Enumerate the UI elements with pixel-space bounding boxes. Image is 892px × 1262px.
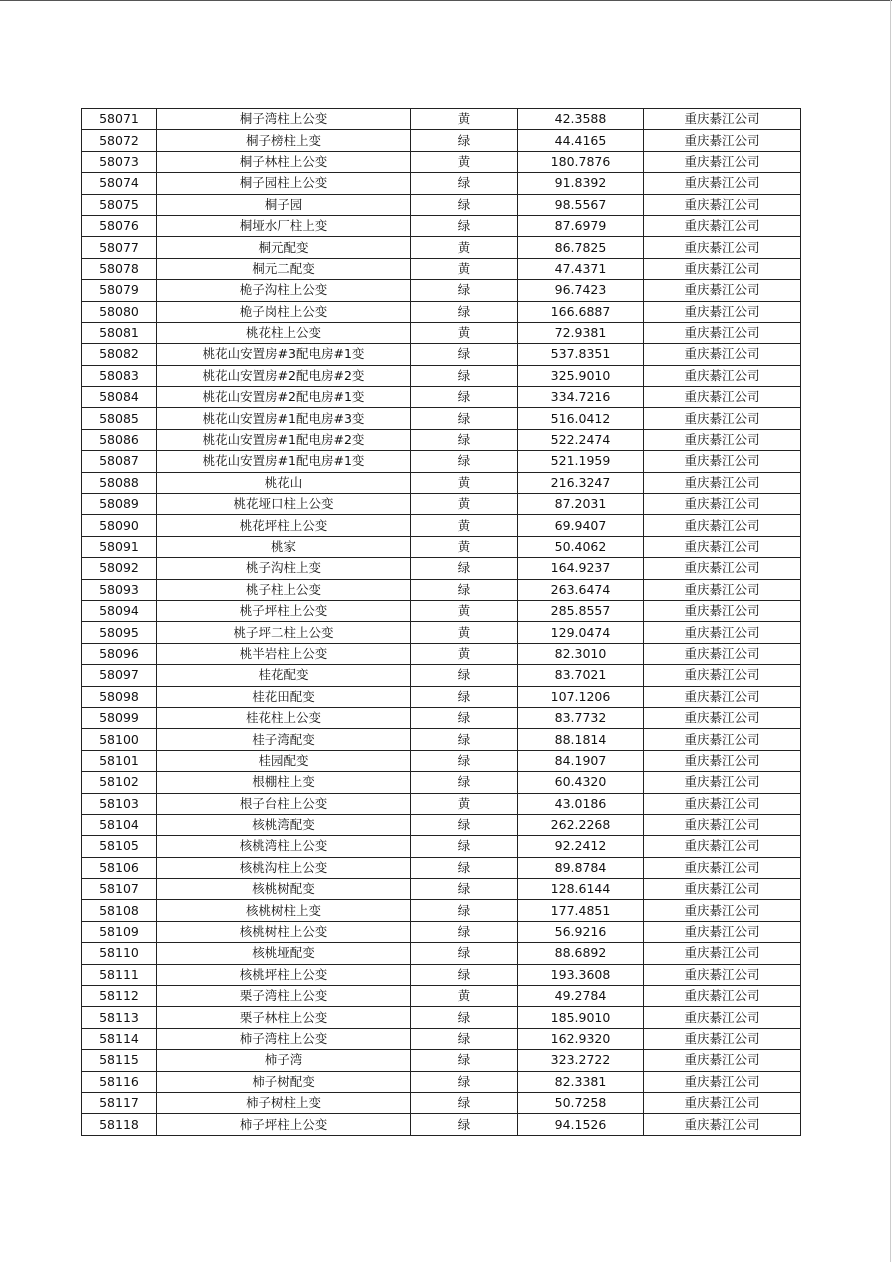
- company-cell: 重庆綦江公司: [644, 1071, 801, 1092]
- row-id-cell: 58092: [82, 558, 157, 579]
- table-row: [82, 622, 801, 643]
- value-cell: 216.3247: [518, 472, 644, 493]
- table-row: [82, 322, 801, 343]
- status-color-cell: 绿: [411, 729, 518, 750]
- table-row: [82, 536, 801, 557]
- station-name-cell: 桃子柱上公变: [157, 579, 411, 600]
- row-id-cell: 58109: [82, 921, 157, 942]
- company-cell: 重庆綦江公司: [644, 1007, 801, 1028]
- table-row: [82, 472, 801, 493]
- value-cell: 50.4062: [518, 536, 644, 557]
- table-row: [82, 408, 801, 429]
- station-name-cell: 桃花山安置房#2配电房#1变: [157, 387, 411, 408]
- row-id-cell: 58074: [82, 173, 157, 194]
- station-name-cell: 根棚柱上变: [157, 772, 411, 793]
- row-id-cell: 58105: [82, 836, 157, 857]
- row-id-cell: 58089: [82, 494, 157, 515]
- company-cell: 重庆綦江公司: [644, 1092, 801, 1113]
- status-color-cell: 绿: [411, 921, 518, 942]
- company-cell: 重庆綦江公司: [644, 643, 801, 664]
- company-cell: 重庆綦江公司: [644, 194, 801, 215]
- table-row: [82, 750, 801, 771]
- status-color-cell: 绿: [411, 429, 518, 450]
- value-cell: 107.1206: [518, 686, 644, 707]
- station-name-cell: 核桃湾配变: [157, 814, 411, 835]
- table-row: [82, 109, 801, 130]
- value-cell: 91.8392: [518, 173, 644, 194]
- table-row: [82, 130, 801, 151]
- status-color-cell: 绿: [411, 707, 518, 728]
- table-row: [82, 665, 801, 686]
- station-name-cell: 根子台柱上公变: [157, 793, 411, 814]
- company-cell: 重庆綦江公司: [644, 387, 801, 408]
- station-name-cell: 核桃湾柱上公变: [157, 836, 411, 857]
- station-name-cell: 柿子湾: [157, 1050, 411, 1071]
- value-cell: 84.1907: [518, 750, 644, 771]
- table-row: [82, 1050, 801, 1071]
- row-id-cell: 58103: [82, 793, 157, 814]
- row-id-cell: 58095: [82, 622, 157, 643]
- status-color-cell: 黄: [411, 109, 518, 130]
- table-row: [82, 921, 801, 942]
- status-color-cell: 绿: [411, 750, 518, 771]
- status-color-cell: 黄: [411, 600, 518, 621]
- table-row: [82, 986, 801, 1007]
- value-cell: 88.6892: [518, 943, 644, 964]
- value-cell: 162.9320: [518, 1028, 644, 1049]
- station-name-cell: 桃半岩柱上公变: [157, 643, 411, 664]
- value-cell: 325.9010: [518, 365, 644, 386]
- status-color-cell: 绿: [411, 1114, 518, 1135]
- company-cell: 重庆綦江公司: [644, 515, 801, 536]
- value-cell: 82.3381: [518, 1071, 644, 1092]
- status-color-cell: 绿: [411, 344, 518, 365]
- table-row: [82, 793, 801, 814]
- station-name-cell: 桐子园: [157, 194, 411, 215]
- row-id-cell: 58081: [82, 322, 157, 343]
- table-row: [82, 173, 801, 194]
- table-row: [82, 1007, 801, 1028]
- value-cell: 262.2268: [518, 814, 644, 835]
- company-cell: 重庆綦江公司: [644, 665, 801, 686]
- row-id-cell: 58113: [82, 1007, 157, 1028]
- row-id-cell: 58078: [82, 258, 157, 279]
- row-id-cell: 58102: [82, 772, 157, 793]
- value-cell: 166.6887: [518, 301, 644, 322]
- status-color-cell: 黄: [411, 494, 518, 515]
- table-row: [82, 836, 801, 857]
- value-cell: 72.9381: [518, 322, 644, 343]
- value-cell: 50.7258: [518, 1092, 644, 1113]
- status-color-cell: 黄: [411, 515, 518, 536]
- company-cell: 重庆綦江公司: [644, 622, 801, 643]
- row-id-cell: 58107: [82, 879, 157, 900]
- row-id-cell: 58108: [82, 900, 157, 921]
- company-cell: 重庆綦江公司: [644, 600, 801, 621]
- company-cell: 重庆綦江公司: [644, 173, 801, 194]
- station-name-cell: 桃子坪二柱上公变: [157, 622, 411, 643]
- row-id-cell: 58088: [82, 472, 157, 493]
- station-name-cell: 桂花田配变: [157, 686, 411, 707]
- station-name-cell: 桐子榜柱上变: [157, 130, 411, 151]
- status-color-cell: 黄: [411, 472, 518, 493]
- table-row: [82, 1114, 801, 1135]
- station-name-cell: 桃花山安置房#3配电房#1变: [157, 344, 411, 365]
- row-id-cell: 58098: [82, 686, 157, 707]
- status-color-cell: 黄: [411, 237, 518, 258]
- value-cell: 285.8557: [518, 600, 644, 621]
- row-id-cell: 58071: [82, 109, 157, 130]
- table-row: [82, 772, 801, 793]
- station-name-cell: 桃子沟柱上变: [157, 558, 411, 579]
- company-cell: 重庆綦江公司: [644, 109, 801, 130]
- value-cell: 185.9010: [518, 1007, 644, 1028]
- table-row: [82, 729, 801, 750]
- table-row: [82, 451, 801, 472]
- station-name-cell: 桂花配变: [157, 665, 411, 686]
- value-cell: 47.4371: [518, 258, 644, 279]
- table-row: [82, 643, 801, 664]
- value-cell: 94.1526: [518, 1114, 644, 1135]
- table-row: [82, 857, 801, 878]
- status-color-cell: 绿: [411, 900, 518, 921]
- table-row: [82, 1028, 801, 1049]
- value-cell: 334.7216: [518, 387, 644, 408]
- value-cell: 89.8784: [518, 857, 644, 878]
- row-id-cell: 58083: [82, 365, 157, 386]
- station-name-cell: 桂子湾配变: [157, 729, 411, 750]
- value-cell: 164.9237: [518, 558, 644, 579]
- status-color-cell: 绿: [411, 772, 518, 793]
- row-id-cell: 58093: [82, 579, 157, 600]
- status-color-cell: 绿: [411, 130, 518, 151]
- status-color-cell: 绿: [411, 387, 518, 408]
- station-name-cell: 核桃树柱上公变: [157, 921, 411, 942]
- value-cell: 87.2031: [518, 494, 644, 515]
- value-cell: 516.0412: [518, 408, 644, 429]
- status-color-cell: 绿: [411, 857, 518, 878]
- transformer-table: [81, 108, 801, 1136]
- company-cell: 重庆綦江公司: [644, 215, 801, 236]
- table-row: [82, 686, 801, 707]
- status-color-cell: 绿: [411, 814, 518, 835]
- company-cell: 重庆綦江公司: [644, 729, 801, 750]
- station-name-cell: 桐子园柱上公变: [157, 173, 411, 194]
- company-cell: 重庆綦江公司: [644, 921, 801, 942]
- station-name-cell: 核桃树柱上变: [157, 900, 411, 921]
- company-cell: 重庆綦江公司: [644, 494, 801, 515]
- row-id-cell: 58111: [82, 964, 157, 985]
- value-cell: 537.8351: [518, 344, 644, 365]
- row-id-cell: 58077: [82, 237, 157, 258]
- station-name-cell: 栗子湾柱上公变: [157, 986, 411, 1007]
- company-cell: 重庆綦江公司: [644, 686, 801, 707]
- table-row: [82, 215, 801, 236]
- company-cell: 重庆綦江公司: [644, 344, 801, 365]
- status-color-cell: 黄: [411, 151, 518, 172]
- value-cell: 129.0474: [518, 622, 644, 643]
- value-cell: 87.6979: [518, 215, 644, 236]
- row-id-cell: 58082: [82, 344, 157, 365]
- value-cell: 92.2412: [518, 836, 644, 857]
- value-cell: 522.2474: [518, 429, 644, 450]
- status-color-cell: 黄: [411, 536, 518, 557]
- table-row: [82, 879, 801, 900]
- row-id-cell: 58085: [82, 408, 157, 429]
- company-cell: 重庆綦江公司: [644, 536, 801, 557]
- row-id-cell: 58086: [82, 429, 157, 450]
- value-cell: 49.2784: [518, 986, 644, 1007]
- table-row: [82, 237, 801, 258]
- status-color-cell: 绿: [411, 836, 518, 857]
- company-cell: 重庆綦江公司: [644, 151, 801, 172]
- station-name-cell: 桃花垭口柱上公变: [157, 494, 411, 515]
- value-cell: 180.7876: [518, 151, 644, 172]
- status-color-cell: 绿: [411, 194, 518, 215]
- row-id-cell: 58106: [82, 857, 157, 878]
- company-cell: 重庆綦江公司: [644, 943, 801, 964]
- row-id-cell: 58104: [82, 814, 157, 835]
- value-cell: 42.3588: [518, 109, 644, 130]
- row-id-cell: 58112: [82, 986, 157, 1007]
- row-id-cell: 58073: [82, 151, 157, 172]
- value-cell: 44.4165: [518, 130, 644, 151]
- table-row: [82, 494, 801, 515]
- company-cell: 重庆綦江公司: [644, 429, 801, 450]
- row-id-cell: 58118: [82, 1114, 157, 1135]
- row-id-cell: 58091: [82, 536, 157, 557]
- company-cell: 重庆綦江公司: [644, 322, 801, 343]
- status-color-cell: 绿: [411, 964, 518, 985]
- status-color-cell: 绿: [411, 451, 518, 472]
- status-color-cell: 绿: [411, 558, 518, 579]
- company-cell: 重庆綦江公司: [644, 964, 801, 985]
- company-cell: 重庆綦江公司: [644, 750, 801, 771]
- table-row: [82, 814, 801, 835]
- company-cell: 重庆綦江公司: [644, 1028, 801, 1049]
- table-row: [82, 344, 801, 365]
- company-cell: 重庆綦江公司: [644, 986, 801, 1007]
- row-id-cell: 58117: [82, 1092, 157, 1113]
- status-color-cell: 黄: [411, 643, 518, 664]
- value-cell: 86.7825: [518, 237, 644, 258]
- table-row: [82, 515, 801, 536]
- company-cell: 重庆綦江公司: [644, 237, 801, 258]
- status-color-cell: 绿: [411, 665, 518, 686]
- status-color-cell: 绿: [411, 365, 518, 386]
- status-color-cell: 绿: [411, 301, 518, 322]
- station-name-cell: 柿子坪柱上公变: [157, 1114, 411, 1135]
- status-color-cell: 绿: [411, 215, 518, 236]
- table-row: [82, 964, 801, 985]
- company-cell: 重庆綦江公司: [644, 451, 801, 472]
- value-cell: 96.7423: [518, 280, 644, 301]
- station-name-cell: 桃花山安置房#2配电房#2变: [157, 365, 411, 386]
- value-cell: 56.9216: [518, 921, 644, 942]
- company-cell: 重庆綦江公司: [644, 814, 801, 835]
- status-color-cell: 绿: [411, 1092, 518, 1113]
- table-row: [82, 1071, 801, 1092]
- status-color-cell: 绿: [411, 1050, 518, 1071]
- value-cell: 177.4851: [518, 900, 644, 921]
- station-name-cell: 桃花山安置房#1配电房#3变: [157, 408, 411, 429]
- table-row: [82, 301, 801, 322]
- station-name-cell: 桃花山安置房#1配电房#1变: [157, 451, 411, 472]
- company-cell: 重庆綦江公司: [644, 857, 801, 878]
- value-cell: 82.3010: [518, 643, 644, 664]
- status-color-cell: 黄: [411, 986, 518, 1007]
- table-row: [82, 600, 801, 621]
- station-name-cell: 桐垭水厂柱上变: [157, 215, 411, 236]
- company-cell: 重庆綦江公司: [644, 793, 801, 814]
- status-color-cell: 绿: [411, 408, 518, 429]
- status-color-cell: 绿: [411, 280, 518, 301]
- status-color-cell: 黄: [411, 793, 518, 814]
- value-cell: 83.7732: [518, 707, 644, 728]
- page-right-edge: [890, 0, 891, 1262]
- station-name-cell: 桐子湾柱上公变: [157, 109, 411, 130]
- station-name-cell: 桐元配变: [157, 237, 411, 258]
- row-id-cell: 58079: [82, 280, 157, 301]
- company-cell: 重庆綦江公司: [644, 472, 801, 493]
- table-row: [82, 429, 801, 450]
- station-name-cell: 核桃沟柱上公变: [157, 857, 411, 878]
- status-color-cell: 黄: [411, 258, 518, 279]
- row-id-cell: 58100: [82, 729, 157, 750]
- row-id-cell: 58087: [82, 451, 157, 472]
- station-name-cell: 桃家: [157, 536, 411, 557]
- status-color-cell: 绿: [411, 173, 518, 194]
- row-id-cell: 58076: [82, 215, 157, 236]
- company-cell: 重庆綦江公司: [644, 365, 801, 386]
- table-row: [82, 365, 801, 386]
- station-name-cell: 桂花柱上公变: [157, 707, 411, 728]
- station-name-cell: 柿子树配变: [157, 1071, 411, 1092]
- table-row: [82, 258, 801, 279]
- station-name-cell: 核桃树配变: [157, 879, 411, 900]
- page-top-edge: [0, 0, 892, 1]
- table-row: [82, 194, 801, 215]
- row-id-cell: 58099: [82, 707, 157, 728]
- table-body: [82, 109, 801, 1136]
- company-cell: 重庆綦江公司: [644, 130, 801, 151]
- station-name-cell: 桃花坪柱上公变: [157, 515, 411, 536]
- company-cell: 重庆綦江公司: [644, 558, 801, 579]
- station-name-cell: 桅子沟柱上公变: [157, 280, 411, 301]
- station-name-cell: 桐子林柱上公变: [157, 151, 411, 172]
- row-id-cell: 58114: [82, 1028, 157, 1049]
- status-color-cell: 绿: [411, 686, 518, 707]
- row-id-cell: 58096: [82, 643, 157, 664]
- value-cell: 60.4320: [518, 772, 644, 793]
- station-name-cell: 柿子湾柱上公变: [157, 1028, 411, 1049]
- company-cell: 重庆綦江公司: [644, 1050, 801, 1071]
- station-name-cell: 桂园配变: [157, 750, 411, 771]
- table-row: [82, 579, 801, 600]
- station-name-cell: 核桃坪柱上公变: [157, 964, 411, 985]
- row-id-cell: 58097: [82, 665, 157, 686]
- status-color-cell: 黄: [411, 622, 518, 643]
- value-cell: 43.0186: [518, 793, 644, 814]
- table-row: [82, 707, 801, 728]
- status-color-cell: 绿: [411, 579, 518, 600]
- company-cell: 重庆綦江公司: [644, 879, 801, 900]
- status-color-cell: 绿: [411, 1071, 518, 1092]
- value-cell: 88.1814: [518, 729, 644, 750]
- status-color-cell: 黄: [411, 322, 518, 343]
- company-cell: 重庆綦江公司: [644, 280, 801, 301]
- company-cell: 重庆綦江公司: [644, 900, 801, 921]
- station-name-cell: 桃子坪柱上公变: [157, 600, 411, 621]
- value-cell: 128.6144: [518, 879, 644, 900]
- station-name-cell: 桃花柱上公变: [157, 322, 411, 343]
- company-cell: 重庆綦江公司: [644, 772, 801, 793]
- table-row: [82, 558, 801, 579]
- row-id-cell: 58072: [82, 130, 157, 151]
- company-cell: 重庆綦江公司: [644, 258, 801, 279]
- table-row: [82, 280, 801, 301]
- table-row: [82, 151, 801, 172]
- company-cell: 重庆綦江公司: [644, 707, 801, 728]
- station-name-cell: 栗子林柱上公变: [157, 1007, 411, 1028]
- value-cell: 83.7021: [518, 665, 644, 686]
- value-cell: 69.9407: [518, 515, 644, 536]
- row-id-cell: 58080: [82, 301, 157, 322]
- value-cell: 323.2722: [518, 1050, 644, 1071]
- row-id-cell: 58116: [82, 1071, 157, 1092]
- value-cell: 98.5567: [518, 194, 644, 215]
- station-name-cell: 桅子岗柱上公变: [157, 301, 411, 322]
- value-cell: 263.6474: [518, 579, 644, 600]
- company-cell: 重庆綦江公司: [644, 301, 801, 322]
- status-color-cell: 绿: [411, 1007, 518, 1028]
- status-color-cell: 绿: [411, 943, 518, 964]
- row-id-cell: 58101: [82, 750, 157, 771]
- value-cell: 521.1959: [518, 451, 644, 472]
- table-row: [82, 900, 801, 921]
- station-name-cell: 桃花山安置房#1配电房#2变: [157, 429, 411, 450]
- station-name-cell: 桐元二配变: [157, 258, 411, 279]
- row-id-cell: 58115: [82, 1050, 157, 1071]
- row-id-cell: 58110: [82, 943, 157, 964]
- company-cell: 重庆綦江公司: [644, 1114, 801, 1135]
- status-color-cell: 绿: [411, 879, 518, 900]
- table-row: [82, 387, 801, 408]
- row-id-cell: 58075: [82, 194, 157, 215]
- station-name-cell: 核桃垭配变: [157, 943, 411, 964]
- status-color-cell: 绿: [411, 1028, 518, 1049]
- station-name-cell: 桃花山: [157, 472, 411, 493]
- table-row: [82, 1092, 801, 1113]
- table-row: [82, 943, 801, 964]
- row-id-cell: 58090: [82, 515, 157, 536]
- station-name-cell: 柿子树柱上变: [157, 1092, 411, 1113]
- row-id-cell: 58084: [82, 387, 157, 408]
- value-cell: 193.3608: [518, 964, 644, 985]
- row-id-cell: 58094: [82, 600, 157, 621]
- company-cell: 重庆綦江公司: [644, 408, 801, 429]
- company-cell: 重庆綦江公司: [644, 836, 801, 857]
- company-cell: 重庆綦江公司: [644, 579, 801, 600]
